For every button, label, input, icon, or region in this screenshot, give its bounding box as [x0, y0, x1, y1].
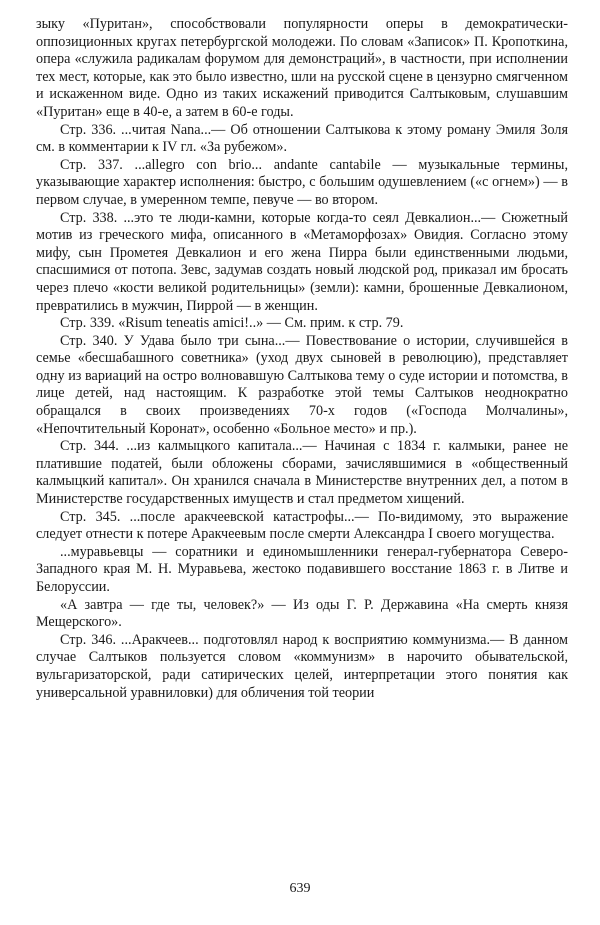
note-page-336: Стр. 336. ...читая Nana...— Об отношении Салтыкова к этому роману Эмиля Золя см. в комментарии к IV гл. «За рубежом».	[36, 121, 568, 156]
note-page-340: Стр. 340. У Удава было три сына...— Повествование о истории, случившейся в семье «бесшабашного советника» (уход двух сыновей в революцию), представляет одну из вариаций на остро волновавшую Салтыкова тему о суде истории и потомства, в лице детей, над настоящим. К разработке этой темы Салтыков неоднократно обращался в своих произведениях 70-х годов («Господа Молчалины», «Непочтительный Коронат», особенно «Больное место» и пр.).	[36, 332, 568, 437]
note-page-338: Стр. 338. ...это те люди-камни, которые когда-то сеял Девкалион...— Сюжетный мотив из греческого мифа, описанного в «Метаморфозах» Овидия. Согласно этому мифу, сын Прометея Девкалион и его жена Пирра были единственными людьми, спасшимися от потопа. Зевс, задумав создать новый людской род, приказал им бросать через плечо «кости великой родительницы» (земли): камни, брошенные Девкалионом, превратились в мужчин, Пиррой — в женщин.	[36, 209, 568, 314]
note-page-345: Стр. 345. ...после аракчеевской катастрофы...— По-видимому, это выражение следует отнести к потере Аракчеевым после смерти Александра I своего могущества.	[36, 508, 568, 543]
note-derzhavin-quote: «А завтра — где ты, человек?» — Из оды Г. Р. Державина «На смерть князя Мещерского».	[36, 596, 568, 631]
note-page-339: Стр. 339. «Risum teneatis amici!..» — См. прим. к стр. 79.	[60, 315, 404, 332]
note-page-344: Стр. 344. ...из калмыцкого капитала...— Начиная с 1834 г. калмыки, ранее не платившие податей, были обложены сборами, зачислявшимися в «общественный калмыцкий капитал». Он хранился сначала в Министерстве внутренних дел, а потом в Министерстве государственных имуществ и стал предметом хищений.	[36, 438, 568, 508]
commentary-text	[36, 16, 568, 702]
page-number: 639	[289, 881, 311, 896]
note-muravyevtsy: ...муравьевцы — соратники и единомышленники генерал-губернатора Северо-Западного края М. Н. Муравьева, жестоко подавившего восстание 1863 г. в Литве и Белоруссии.	[36, 543, 568, 595]
paragraph-continuation: зыку «Пуритан», способствовали популярности оперы в демократически-оппозиционных кругах петербургской молодежи. По словам «Записок» П. Кропоткина, опера «служила радикалам форумом для демонстраций», в частности, при исполнении тех мест, которые, как это было известно, шли на русской сцене в цензурно смягченном и искаженном виде. Одно из таких искажений приводится Салтыковым, слушавшим «Пуритан» еще в 40-е, а затем в 60-е годы.	[36, 16, 568, 120]
note-page-346: Стр. 346. ...Аракчеев... подготовлял народ к восприятию коммунизма.— В данном случае Салтыков пользуется словом «коммунизм» в нарочито обывательской, вульгаризаторской, ради сатирических целей, интерпретации этого понятия как универсальной уравниловки) для обличения той теории	[36, 631, 568, 701]
note-page-337: Стр. 337. ...allegro con brio... andante cantabile — музыкальные термины, указывающие характер исполнения: быстро, с большим одушевлением («с огнем») — в первом случае, в умеренном темпе, певуче — во втором.	[36, 156, 568, 208]
